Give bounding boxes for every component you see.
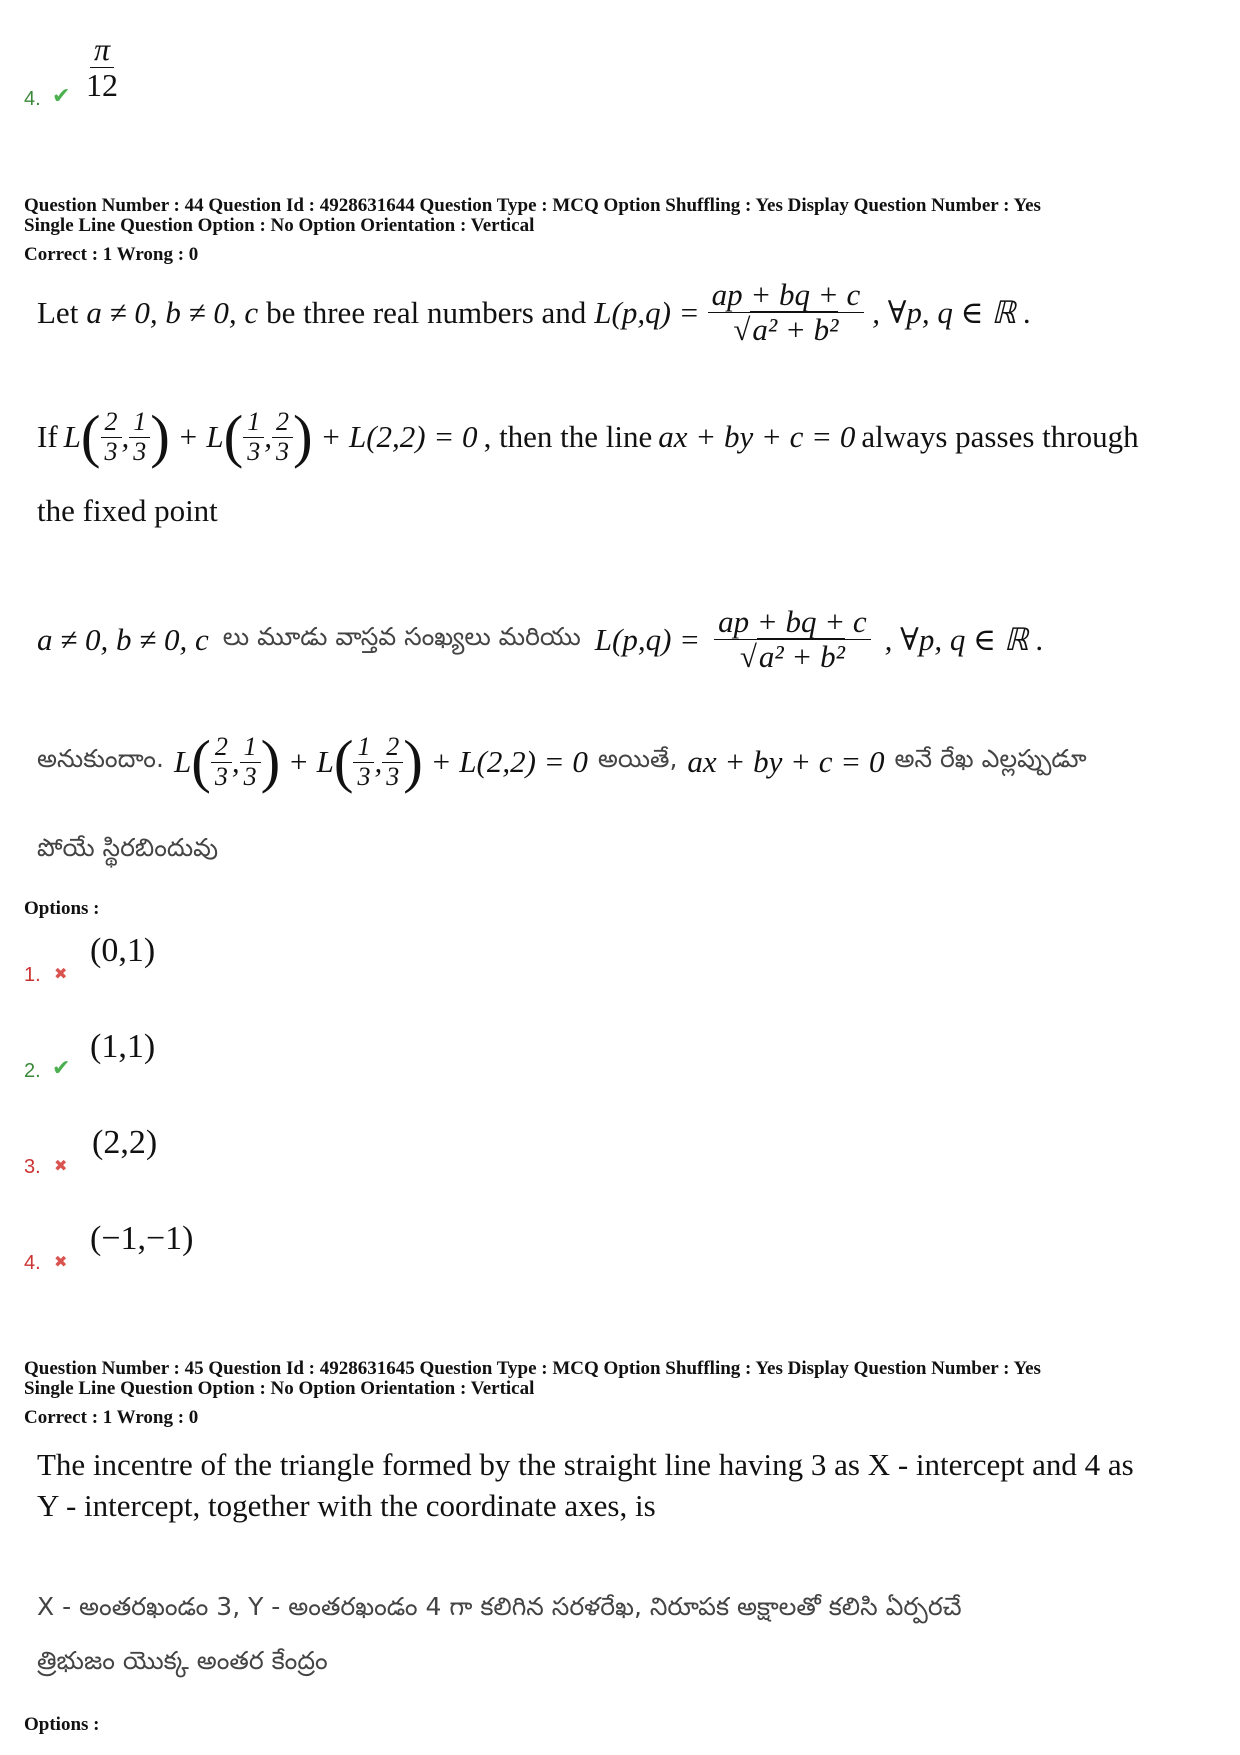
option-value: (0,1): [90, 932, 156, 969]
question-marks: Correct : 1 Wrong : 0: [24, 1407, 199, 1428]
cross-icon: ✖: [54, 1252, 68, 1271]
text: Let: [37, 294, 79, 330]
question-text-en-line1: [37, 278, 1031, 347]
text: , then the line: [483, 419, 653, 455]
option-number: 4.: [24, 88, 41, 110]
telugu-text: అనుకుందాం.: [37, 744, 164, 774]
sum-expression: L ( $\frac{2}{3}$ , $\frac{1}{3}$ ) + L ( $\frac{1}{3}$ , $\frac{2}{3}$ ) + L(2,2) = 0: [63, 404, 478, 469]
question-meta-line: Question Number : 44 Question Id : 4928631644 Question Type : MCQ Option Shuffling : Yes Display Question Number : Yes: [24, 195, 1041, 216]
option-value: (1,1): [90, 1028, 156, 1065]
option-4[interactable]: [24, 1220, 324, 1280]
option-value-fraction: [82, 32, 122, 103]
distance-fraction: $\frac{ap + bq + c}{\text{√a² + b²}}$: [714, 605, 871, 674]
sum-expression: L ( $\frac{2}{3}$ , $\frac{1}{3}$ ) + L ( $\frac{1}{3}$ , $\frac{2}{3}$ ) + L(2,2) = 0: [173, 729, 588, 794]
forall-expr: , ∀p, q ∈ ℝ .: [884, 621, 1044, 657]
option-number: 2.: [24, 1060, 41, 1082]
question-text-te-line2: [37, 729, 1087, 794]
option-2[interactable]: [24, 1028, 324, 1088]
option-number: 1.: [24, 964, 41, 986]
question-text-te-line1: [37, 605, 1044, 674]
cross-icon: ✖: [54, 1156, 68, 1175]
function-expr: L(p,q) =: [594, 294, 700, 330]
question-meta-line-2: Single Line Question Option : No Option Orientation : Vertical: [24, 215, 535, 236]
fraction-numerator: π: [90, 32, 114, 68]
question-marks: Correct : 1 Wrong : 0: [24, 244, 199, 265]
option-value: (2,2): [92, 1124, 158, 1161]
fraction-denominator: √a² + b²: [733, 312, 839, 348]
line-equation: ax + by + c = 0: [687, 744, 885, 780]
forall-expr: , ∀p, q ∈ ℝ .: [872, 294, 1032, 330]
telugu-text: లు మూడు వాస్తవ సంఖ్యలు మరియు: [222, 621, 581, 651]
option-3[interactable]: [24, 1124, 324, 1184]
cross-icon: ✖: [54, 964, 68, 983]
fraction-denominator: 12: [86, 67, 118, 104]
question-text-en-line1: The incentre of the triangle formed by the straight line having 3 as X - intercept and 4 as: [37, 1447, 1134, 1482]
text: always passes through: [861, 419, 1139, 455]
text: be three real numbers and: [266, 294, 587, 330]
line-equation: ax + by + c = 0: [658, 419, 856, 455]
options-label: Options :: [24, 898, 100, 919]
function-expr: L(p,q) =: [594, 621, 701, 657]
option-1[interactable]: [24, 932, 324, 992]
telugu-text: అయితే,: [597, 744, 678, 774]
telugu-text: అనే రేఖ ఎల్లప్పుడూ: [894, 744, 1087, 774]
prev-option-4: [24, 32, 224, 122]
option-number: 4.: [24, 1252, 41, 1274]
question-text-te-line1: X - అంతరఖండం 3, Y - అంతరఖండం 4 గా కలిగిన సరళరేఖ, నిరూపక అక్షాలతో కలిసి ఏర్పరచే: [37, 1592, 962, 1621]
check-icon: ✔: [52, 84, 71, 109]
option-value: (−1,−1): [90, 1220, 194, 1257]
distance-fraction: [708, 278, 865, 347]
fraction-numerator: ap + bq + c: [708, 278, 865, 313]
options-label: Options :: [24, 1714, 100, 1735]
question-text-te-line2: త్రిభుజం యొక్క అంతర కేంద్రం: [37, 1646, 328, 1675]
check-icon: ✔: [52, 1056, 71, 1081]
question-text-en-line2: [37, 404, 1139, 469]
question-text-en-line2: Y - intercept, together with the coordinate axes, is: [37, 1488, 656, 1523]
question-text-en-line3: the fixed point: [37, 493, 218, 528]
question-text-te-line3: పోయే స్థిరబిందువు: [37, 833, 219, 862]
text: If: [37, 419, 58, 455]
condition-expr: a ≠ 0, b ≠ 0, c: [37, 621, 209, 657]
question-meta-line: Question Number : 45 Question Id : 4928631645 Question Type : MCQ Option Shuffling : Yes Display Question Number : Yes: [24, 1358, 1041, 1379]
condition-expr: a ≠ 0, b ≠ 0, c: [86, 294, 259, 330]
question-meta-line-2: Single Line Question Option : No Option Orientation : Vertical: [24, 1378, 535, 1399]
option-number: 3.: [24, 1156, 41, 1178]
